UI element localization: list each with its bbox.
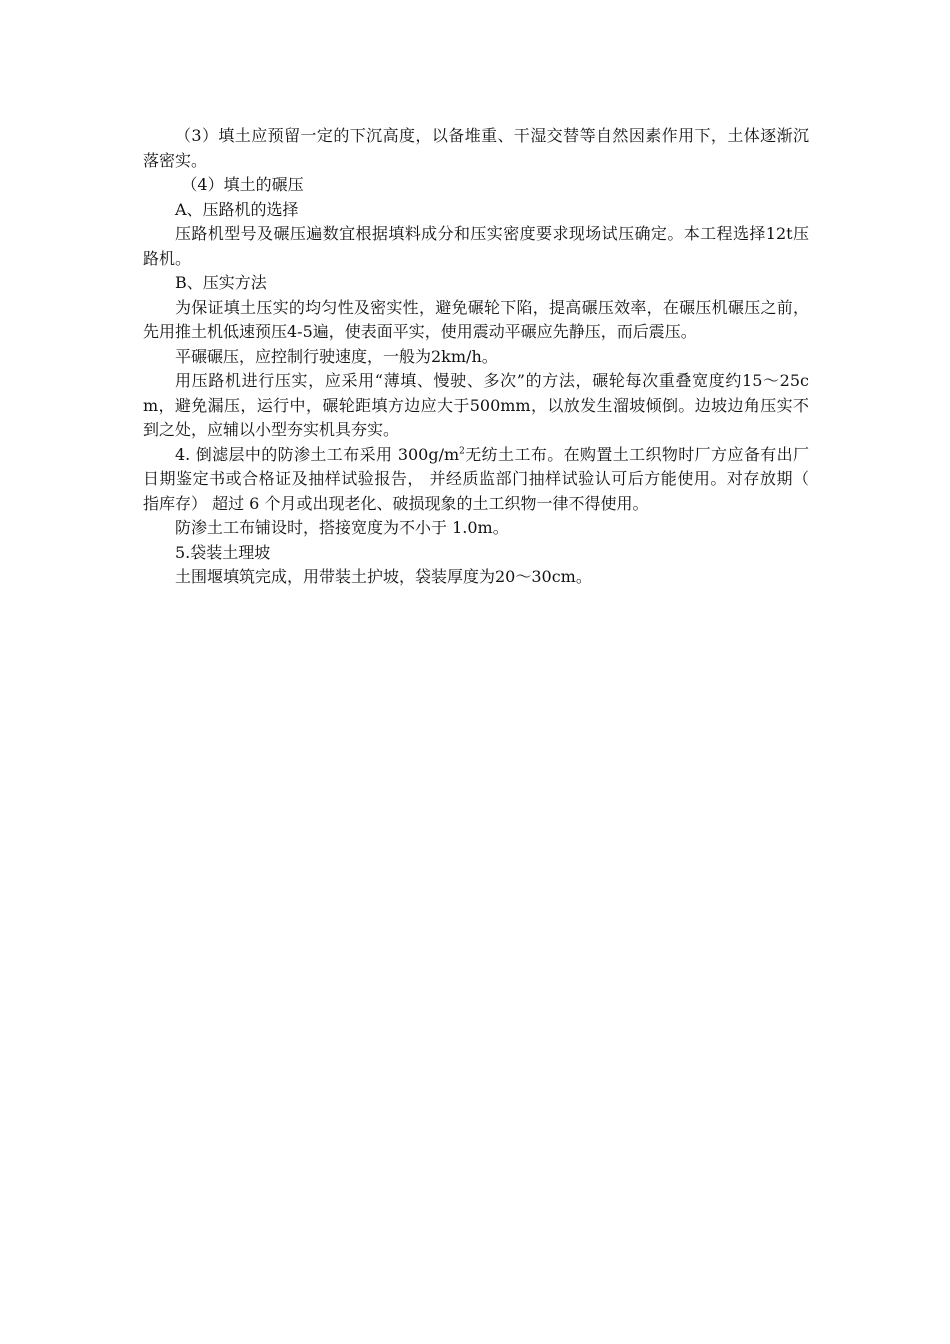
geotextile-text-end: 无纺土工布。在购置土工织物时厂方应备有出厂日期鉴定书或合格证及抽样试验报告， 并经质监部门抽样试验认可后方能使用。对存放期（ 指库存） 超过 6 个月或出现老化、破损现象的土工织物一律不得使用。: [143, 444, 809, 513]
paragraph-bagged-soil-slope: 土围堰填筑完成，用带装土护坡，袋装厚度为20～30cm。: [175, 567, 592, 586]
paragraph-flat-roller-speed: 平碾碾压，应控制行驶速度，一般为2km/h。: [175, 346, 498, 366]
paragraph-roller-procedure: 用压路机进行压实，应采用“薄填、慢驶、多次”的方法，碾轮每次重叠宽度约15～25cm，避免漏压，运行中，碾轮距填方边应大于500mm，以放发生溜坡倾倒。边坡边角压实不到之处，应辅以小型夯实机具夯实。: [143, 371, 809, 439]
paragraph-overlap-width: 防渗土工布铺设时，搭接宽度为不小于 1.0m。: [175, 518, 509, 537]
document-body: [143, 124, 809, 590]
heading-roller-selection: A、压路机的选择: [175, 199, 299, 219]
paragraph-compaction-method: 为保证填土压实的均匀性及密实性，避免碾轮下陷，提高碾压效率，在碾压机碾压之前，先用推土机低速预压4-5遍，使表面平实，使用震动平碾应先静压，而后震压。: [143, 297, 809, 341]
geotextile-unit-superscript: 2: [459, 446, 465, 457]
paragraph-geotextile: [143, 443, 809, 517]
heading-compaction-method: B、压实方法: [175, 273, 267, 292]
geotextile-text-start: 4. 倒滤层中的防渗土工布采用 300g/m: [175, 444, 460, 464]
heading-bagged-soil-slope: 5.袋装土理坡: [175, 542, 271, 562]
heading-compaction: （4）填土的碾压: [181, 175, 304, 194]
paragraph-roller-selection: 压路机型号及碾压遍数宜根据填料成分和压实密度要求现场试压确定。本工程选择12t压路机。: [143, 224, 809, 268]
paragraph-settlement-height: （3）填土应预留一定的下沉高度，以备堆重、干湿交替等自然因素作用下，土体逐渐沉落密实。: [143, 126, 809, 170]
